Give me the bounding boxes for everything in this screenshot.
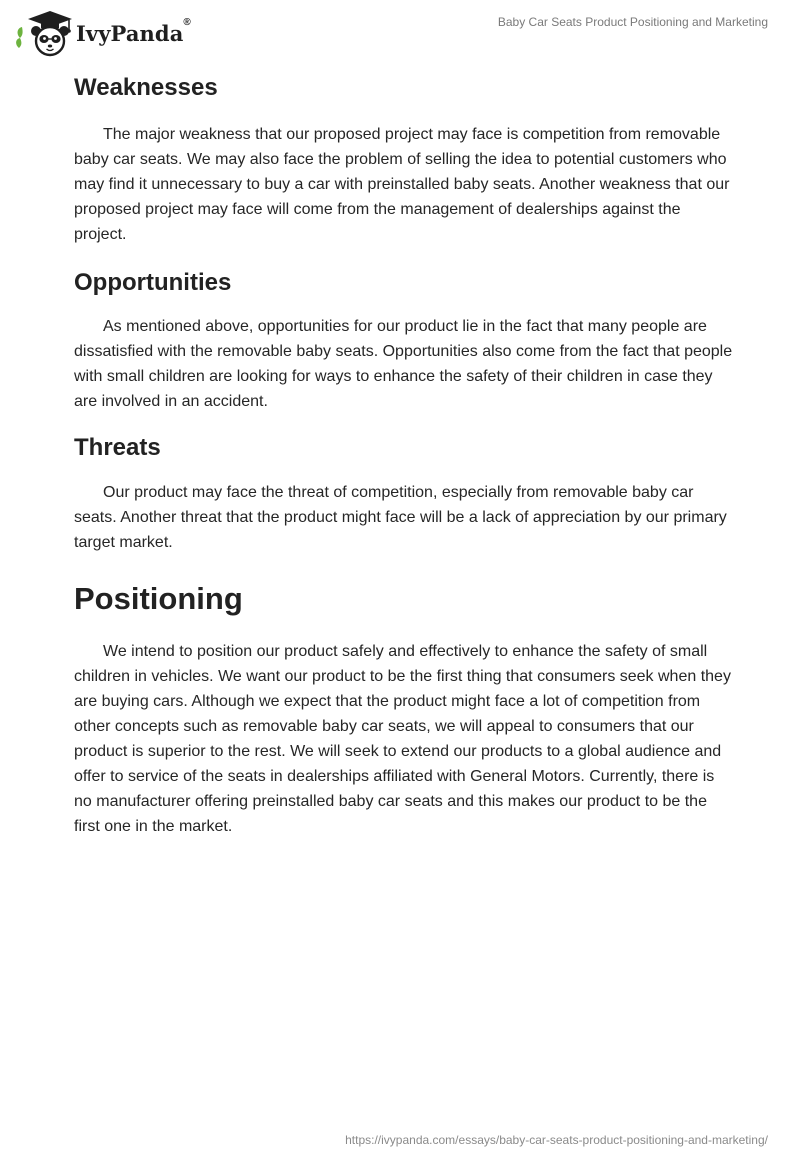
- heading-positioning: Positioning: [74, 581, 243, 616]
- section-weaknesses: [74, 72, 734, 247]
- section-positioning: [74, 579, 734, 839]
- registered-mark: ®: [183, 16, 191, 28]
- page-header: [0, 0, 800, 60]
- section-opportunities: [74, 267, 734, 414]
- paragraph-threats: Our product may face the threat of competition, especially from removable baby car seats. Another threat that the product might face will be a lack of appreciation by our primary target market.: [74, 484, 727, 551]
- heading-opportunities: Opportunities: [74, 269, 232, 296]
- paragraph-weaknesses: The major weakness that our proposed project may face is competition from removable baby car seats. We may also face the problem of selling the idea to potential customers who may find it unnecessary to buy a car with preinstalled baby seats. Another weakness that our proposed project may face will come from the management of dealerships against the project.: [74, 126, 730, 243]
- paragraph-opportunities: As mentioned above, opportunities for our product lie in the fact that many people are dissatisfied with the removable baby seats. Opportunities also come from the fact that people with small children are looking for ways to enhance the safety of their children in case they are involved in an accident.: [74, 318, 733, 410]
- logo-wordmark: IvyPanda®: [76, 16, 191, 46]
- section-threats: [74, 432, 734, 555]
- paragraph-positioning: We intend to position our product safely and effectively to enhance the safety of small children in vehicles. We want our product to be the first thing that consumers seek when they are buying cars. Although we expect that the product might face a lot of competition from other concepts such as removable baby car seats, we will appeal to consumers that our product is superior to the rest. We will seek to extend our products to a global audience and offer to service of the seats in dealerships affiliated with General Motors. Currently, there is no manufacturer offering preinstalled baby car seats and this makes our product to be the first one in the market.: [74, 643, 731, 835]
- document-title: Baby Car Seats Product Positioning and Marketing: [497, 15, 768, 29]
- panda-graduate-icon: [14, 8, 74, 58]
- heading-weaknesses: Weaknesses: [74, 74, 218, 101]
- ivypanda-logo[interactable]: [14, 8, 191, 58]
- essay-content: [74, 72, 734, 839]
- heading-threats: Threats: [74, 434, 161, 461]
- source-url-link[interactable]: https://ivypanda.com/essays/baby-car-seats-product-positioning-and-marketing/: [345, 1133, 768, 1147]
